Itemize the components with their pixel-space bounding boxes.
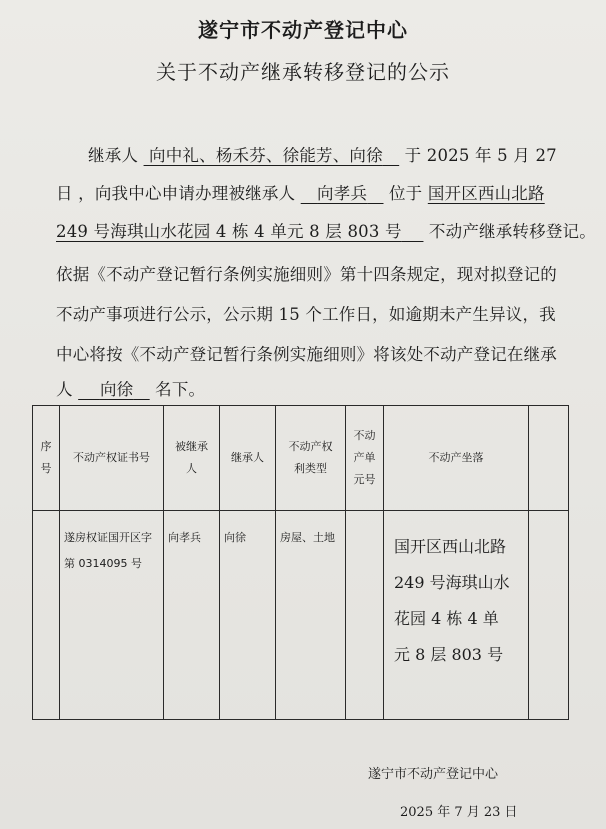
header-location: 不动产坐落: [384, 406, 529, 511]
footer-issuer: 遂宁市不动产登记中心: [368, 767, 499, 782]
header-decedent: 被继承人: [164, 406, 220, 511]
footer-date: 2025 年 7 月 23 日: [400, 805, 518, 820]
body-line-5: 不动产事项进行公示，公示期 15 个工作日，如逾期未产生异议，我: [56, 305, 556, 324]
body-line-1: [88, 142, 606, 166]
body-line-3: 249 号海琪山水花园 4 栋 4 单元 8 层 803 号 不动产继承转移登记。: [56, 222, 596, 241]
cell-right-type: 房屋、土地: [276, 511, 346, 720]
body-line-4: 依据《不动产登记暂行条例实施细则》第十四条规定，现对拟登记的: [56, 265, 557, 284]
decedent-value: 向孝兵: [317, 184, 368, 203]
notice-title: 关于不动产继承转移登记的公示: [156, 60, 450, 84]
cell-unit: [346, 511, 384, 720]
cell-cert: 遂房权证国开区字第 0314095 号: [60, 511, 164, 720]
header-right-type: 不动产权利类型: [276, 406, 346, 511]
body-line-2: 日 ，向我中心申请办理被继承人 向孝兵 位于 国开区西山北路: [56, 184, 545, 203]
cell-seq: [33, 511, 60, 720]
table-header-row: [33, 406, 569, 511]
table-row: [33, 511, 569, 720]
heir-label: 继承人: [88, 146, 139, 165]
body-line-6: 中心将按《不动产登记暂行条例实施细则》将该处不动产登记在继承: [56, 345, 557, 364]
application-date: 于 2025 年 5 月 27: [404, 146, 557, 165]
location-value-part1: 国开区西山北路: [427, 184, 545, 203]
header-heir: 继承人: [220, 406, 276, 511]
property-table: [32, 405, 569, 720]
registrant-value: 向徐: [99, 380, 134, 399]
location-value-part2: 249 号海琪山水花园 4 栋 4 单元 8 层 803 号: [56, 222, 402, 241]
cell-decedent: 向孝兵: [164, 511, 220, 720]
header-seq: 序号: [33, 406, 60, 511]
heirs-value: 向中礼、杨禾芬、徐能芳、向徐: [149, 146, 383, 165]
header-unit: 不动产单元号: [346, 406, 384, 511]
body-line-7: 人 向徐 名下。: [56, 380, 206, 399]
cell-heir: 向徐: [220, 511, 276, 720]
header-blank: [529, 406, 569, 511]
cell-location: 国开区西山北路 249 号海琪山水花园 4 栋 4 单元 8 层 803 号: [384, 511, 529, 720]
cell-blank: [529, 511, 569, 720]
header-cert: 不动产权证书号: [60, 406, 164, 511]
issuer-title: 遂宁市不动产登记中心: [198, 18, 408, 42]
